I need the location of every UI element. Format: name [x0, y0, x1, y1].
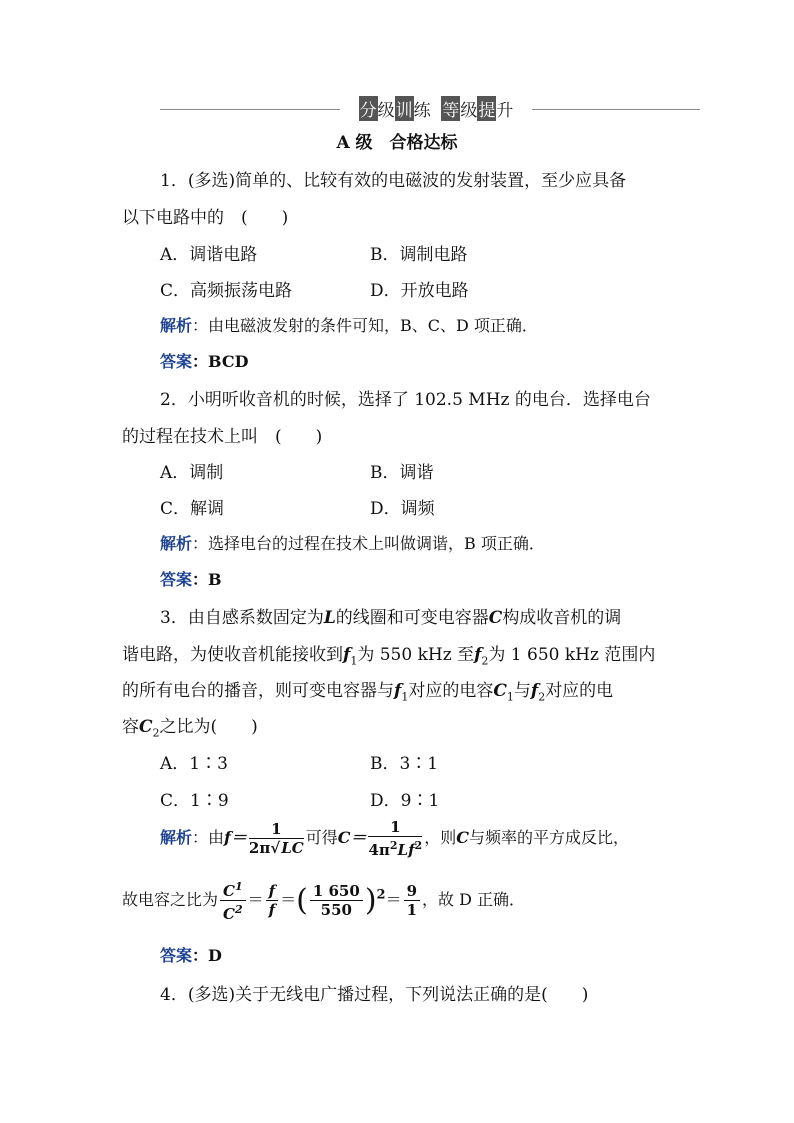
numerator: 9 — [404, 882, 420, 901]
answer-label: 答案 — [160, 946, 193, 965]
symbol-C: C — [223, 882, 235, 900]
symbol-f: f — [474, 645, 482, 665]
text: ＝ — [385, 890, 402, 909]
symbol-C: C — [488, 608, 503, 628]
q3-stem-line3 — [122, 676, 613, 703]
text: 的所有电台的播音，则可变电容器与 — [122, 681, 394, 701]
answer-text: ：BCD — [192, 352, 249, 371]
q2-stem-line2: 的过程在技术上叫 ( ) — [122, 427, 323, 447]
text: 3．由自感系数固定为 — [160, 608, 324, 628]
q2-stem-line1: 2．小明听收音机的时候，选择了 102.5 MHz 的电台．选择电台 — [160, 390, 651, 410]
text: ＝ — [247, 890, 264, 909]
fraction-1650-over-550 — [310, 882, 363, 919]
header-char: 级 — [377, 101, 395, 121]
fraction-C1-over-C2 — [220, 878, 246, 923]
explanation-text: ：由电磁波发射的条件可知，B、C、D 项正确． — [192, 316, 538, 335]
superscript: 2 — [414, 839, 423, 852]
explanation-label: 解析 — [160, 828, 193, 847]
denominator: 2π√LC — [248, 839, 304, 857]
symbol-L: L — [323, 608, 336, 628]
q4-stem-line1: 4．(多选)关于无线电广播过程，下列说法正确的是( ) — [160, 985, 589, 1005]
text: ，则 — [424, 828, 457, 847]
formula-f: f＝ — [224, 828, 247, 847]
header-char: 升 — [496, 101, 514, 121]
header-char: 等 — [441, 96, 460, 121]
text: 为 1 650 kHz 范围内 — [488, 645, 656, 665]
symbol-f: f — [530, 681, 539, 701]
text: 对应的电容 — [408, 681, 494, 701]
numerator — [220, 878, 246, 901]
symbol-f: f — [394, 681, 402, 701]
subscript: 1 — [350, 654, 358, 668]
denominator — [368, 837, 422, 859]
q1-stem-line1: 1．(多选)简单的、比较有效的电磁波的发射装置，至少应具备 — [160, 171, 627, 191]
header-title — [342, 96, 530, 121]
formula-C: C＝ — [337, 828, 367, 847]
q3-explanation-line2 — [122, 878, 525, 923]
superscript: 2 — [234, 903, 243, 916]
denominator — [220, 901, 246, 923]
superscript: 2 — [376, 887, 386, 903]
q2-option-c: C．解调 — [160, 499, 225, 519]
symbol-C: C — [456, 828, 469, 847]
q3-option-a: A．1∶3 — [160, 754, 228, 774]
explanation-label: 解析 — [160, 316, 193, 335]
header-rule-right — [532, 109, 700, 110]
numerator: 1 — [249, 820, 304, 839]
text: 谐电路，为使收音机能接收到 — [122, 645, 343, 665]
numerator: 1 — [368, 818, 422, 837]
symbol-C: C — [139, 717, 153, 737]
text: 与频率的平方成反比， — [468, 828, 629, 847]
fraction-1-over-4pi2-Lf2 — [368, 818, 422, 859]
text: 2π — [248, 839, 271, 857]
symbol-LC: LC — [281, 839, 304, 857]
q1-stem-line2: 以下电路中的 ( ) — [122, 208, 289, 228]
text: 对应的电 — [545, 681, 614, 701]
subscript: 2 — [481, 654, 489, 668]
subscript: 1 — [506, 690, 514, 704]
q1-explanation — [160, 313, 538, 336]
header-char: 级 — [460, 101, 478, 121]
text: 容 — [122, 717, 139, 737]
answer-label: 答案 — [160, 570, 193, 589]
text: 可得 — [305, 828, 338, 847]
header-banner — [160, 96, 700, 122]
fraction-f-over-f — [266, 882, 278, 919]
text: 故电容之比为 — [122, 890, 219, 909]
q2-option-a: A．调制 — [160, 463, 224, 483]
q3-stem-line2 — [122, 640, 655, 667]
explanation-label: 解析 — [160, 534, 193, 553]
q2-answer — [160, 567, 222, 590]
q2-option-b: B．调谐 — [370, 463, 434, 483]
text: 为 550 kHz 至 — [357, 645, 475, 665]
header-char: 练 — [413, 101, 431, 121]
subscript: 1 — [401, 690, 409, 704]
superscript: 1 — [234, 880, 243, 893]
q3-stem-line4 — [122, 712, 258, 739]
numerator: 1 650 — [310, 882, 363, 901]
q1-option-d: D．开放电路 — [370, 281, 469, 301]
text: 的线圈和可变电容器 — [335, 608, 489, 628]
q3-option-c: C．1∶9 — [160, 791, 229, 811]
symbol-C: C — [223, 905, 235, 923]
symbol-f: f — [343, 645, 351, 665]
q3-explanation-line1 — [160, 818, 629, 859]
denominator: f — [268, 901, 276, 919]
section-title: A 级 合格达标 — [336, 133, 458, 153]
denominator: 550 — [320, 901, 352, 919]
q3-stem-line1 — [160, 603, 621, 628]
text: ，故 D 正确． — [422, 890, 526, 909]
fraction-9-over-1 — [404, 882, 420, 919]
numerator: f — [266, 882, 278, 901]
right-paren: ) — [364, 883, 377, 918]
header-char: 分 — [359, 96, 378, 121]
q1-option-a: A．调谐电路 — [160, 245, 258, 265]
q1-answer — [160, 349, 248, 372]
text: ＝ — [280, 890, 297, 909]
subscript: 2 — [152, 726, 160, 740]
denominator: 1 — [406, 901, 418, 919]
text: 之比为( ) — [159, 717, 258, 737]
q1-option-b: B．调制电路 — [370, 245, 468, 265]
explanation-text: ：选择电台的过程在技术上叫做调谐，B 项正确． — [192, 534, 545, 553]
answer-text: ：D — [192, 946, 222, 965]
text: 4π — [368, 841, 390, 859]
answer-text: ：B — [192, 570, 222, 589]
q3-option-d: D．9∶1 — [370, 791, 440, 811]
text: 构成收音机的调 — [502, 608, 622, 628]
q2-option-d: D．调频 — [370, 499, 435, 519]
symbol-C: C — [493, 681, 507, 701]
header-rule-left — [160, 109, 340, 110]
q3-answer — [160, 943, 222, 966]
q3-option-b: B．3∶1 — [370, 754, 439, 774]
symbol-Lf: Lf — [397, 841, 415, 859]
header-char: 训 — [395, 96, 414, 121]
left-paren: ( — [296, 883, 308, 918]
text: 与 — [513, 681, 531, 701]
superscript: 2 — [389, 839, 398, 852]
text: ：由 — [192, 828, 225, 847]
subscript: 2 — [538, 690, 546, 704]
q2-explanation — [160, 531, 545, 554]
answer-label: 答案 — [160, 352, 193, 371]
fraction-1-over-2pi-sqrt-LC — [249, 820, 304, 857]
q1-option-c: C．高频振荡电路 — [160, 281, 293, 301]
header-char: 提 — [477, 96, 496, 121]
